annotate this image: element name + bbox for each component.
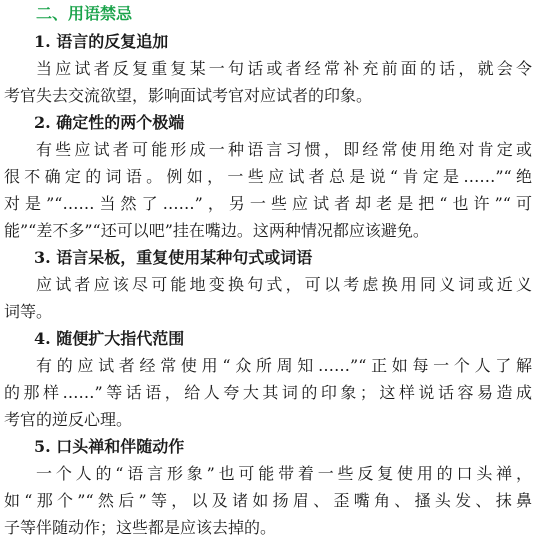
- paragraph-line: 一个人的“语言形象”也可能带着一些反复使用的口头禅，: [36, 464, 532, 483]
- item-paragraph: [4, 136, 532, 244]
- paragraph-line: 有些应试者可能形成一种语言习惯，即经常使用绝对肯定或: [36, 140, 532, 159]
- item-heading: 1. 语言的反复追加: [34, 32, 169, 51]
- item-1: [4, 28, 532, 109]
- paragraph-line: 的那样……”等话语，给人夸大其词的印象；这样说话容易造成: [4, 383, 532, 402]
- item-4: [4, 325, 532, 433]
- paragraph-line: 对是”“……当然了……”，另一些应试者却老是把“也许”“可: [4, 194, 532, 213]
- item-5: [4, 433, 532, 541]
- item-paragraph: [4, 460, 532, 541]
- item-paragraph: [4, 271, 532, 325]
- paragraph-line: 当应试者反复重复某一句话或者经常补充前面的话，就会令: [36, 59, 532, 78]
- item-3: [4, 244, 532, 325]
- paragraph-line: 子等伴随动作；这些都是应该去掉的。: [4, 518, 277, 537]
- item-heading: 5. 口头禅和伴随动作: [34, 437, 185, 456]
- paragraph-line: 考官失去交流欲望，影响面试考官对应试者的印象。: [4, 86, 373, 105]
- paragraph-line: 考官的逆反心理。: [4, 410, 133, 429]
- paragraph-line: 词等。: [4, 302, 53, 321]
- item-heading: 3. 语言呆板，重复使用某种句式或词语: [34, 248, 313, 267]
- item-heading: 2. 确定性的两个极端: [34, 113, 185, 132]
- paragraph-line: 应试者应该尽可能地变换句式，可以考虑换用同义词或近义: [36, 275, 532, 294]
- item-paragraph: [4, 55, 532, 109]
- item-heading: 4. 随便扩大指代范围: [34, 329, 185, 348]
- paragraph-line: 如“那个”“然后”等，以及诸如扬眉、歪嘴角、搔头发、抹鼻: [4, 491, 532, 510]
- paragraph-line: 有的应试者经常使用“众所周知……”“正如每一个人了解: [36, 356, 532, 375]
- section-title: 二、用语禁忌: [36, 4, 133, 23]
- item-2: [4, 109, 532, 244]
- paragraph-line: 很不确定的词语。例如，一些应试者总是说“肯定是……”“绝: [4, 167, 532, 186]
- paragraph-line: 能”“差不多”“还可以吧”挂在嘴边。这两种情况都应该避免。: [4, 221, 429, 240]
- item-paragraph: [4, 352, 532, 433]
